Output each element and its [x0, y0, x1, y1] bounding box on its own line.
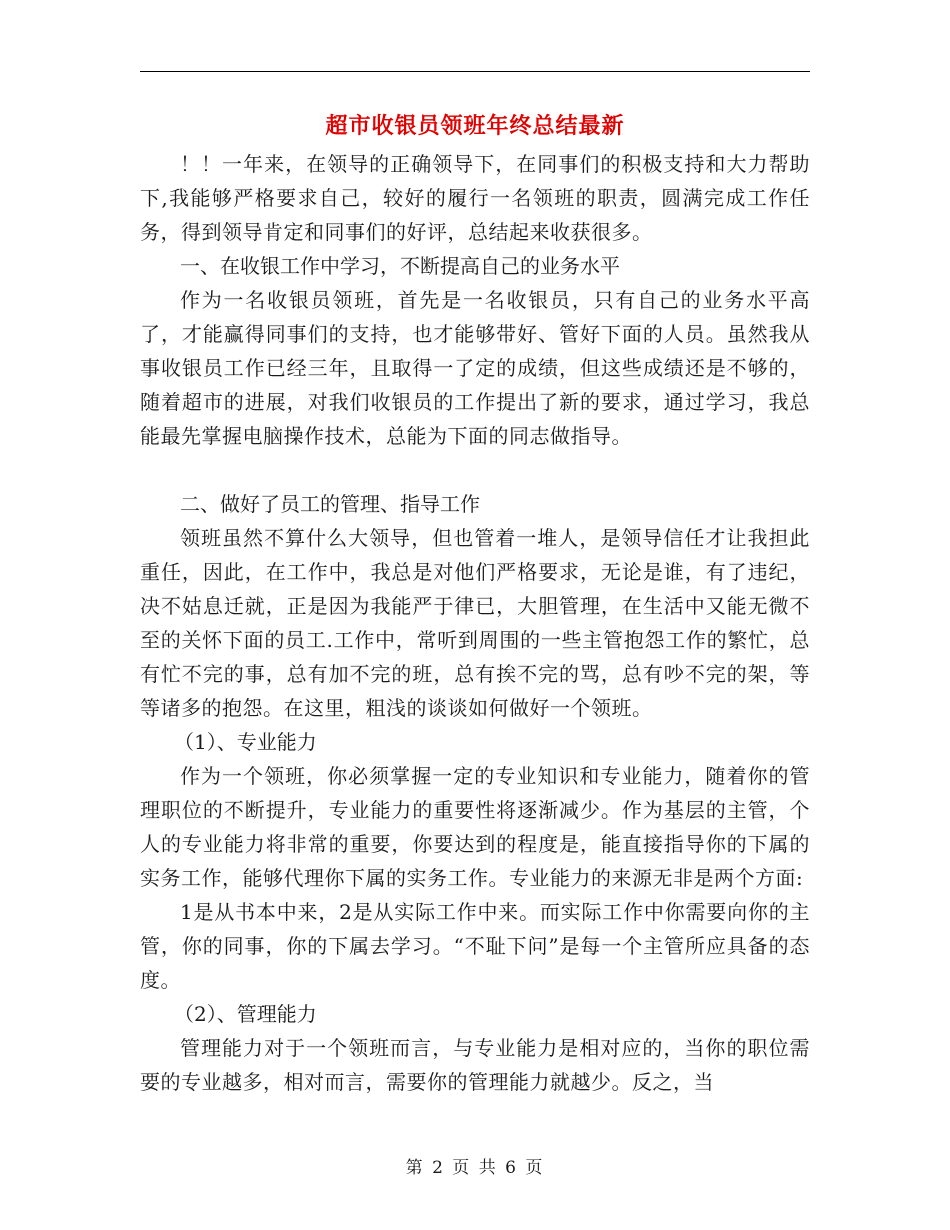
- paragraph-intro: ！！一年来，在领导的正确领导下，在同事们的积极支持和大力帮助下,我能够严格要求自己，较好的履行一名领班的职责，圆满完成工作任务，得到领导肯定和同事们的好评，总结起来收获很多。: [140, 152, 810, 244]
- paragraph-ability-sources: 1是从书本中来，2是从实际工作中来。而实际工作中你需要向你的主管，你的同事，你的下属去学习。“不耻下问”是每一个主管所应具备的态度。: [140, 900, 810, 992]
- paragraph-professional-ability: 作为一个领班，你必须掌握一定的专业知识和专业能力，随着你的管理职位的不断提升，专业能力的重要性将逐渐减少。作为基层的主管，个人的专业能力将非常的重要，你要达到的程度是，能直接指导你的下属的实务工作，能够代理你下属的实务工作。专业能力的来源无非是两个方面:: [140, 764, 810, 890]
- document-body: [140, 147, 810, 1099]
- section-heading-1: 一、在收银工作中学习，不断提高自己的业务水平: [180, 254, 620, 278]
- page-number-footer: 第 2 页 共 6 页: [405, 1158, 545, 1178]
- document-title: 超市收银员领班年终总结最新: [325, 113, 625, 139]
- paragraph-section-2: 领班虽然不算什么大领导，但也管着一堆人，是领导信任才让我担此重任，因此，在工作中，我总是对他们严格要求，无论是谁，有了违纪，决不姑息迁就，正是因为我能严于律已，大胆管理，在生活中又能无微不至的关怀下面的员工.工作中，常听到周围的一些主管抱怨工作的繁忙，总有忙不完的事，总有加不完的班，总有挨不完的骂，总有吵不完的架，等等诸多的抱怨。在这里，粗浅的谈谈如何做好一个领班。: [140, 526, 810, 720]
- subsection-heading-1: （1）、专业能力: [174, 730, 317, 754]
- paragraph-section-1: 作为一名收银员领班，首先是一名收银员，只有自己的业务水平高了，才能赢得同事们的支持，也才能够带好、管好下面的人员。虽然我从事收银员工作已经三年，且取得一了定的成绩，但这些成绩还是不够的，随着超市的进展，对我们收银员的工作提出了新的要求，通过学习，我总能最先掌握电脑操作技术，总能为下面的同志做指导。: [140, 288, 810, 448]
- subsection-heading-2: （2）、管理能力: [174, 1002, 317, 1026]
- paragraph-gap: [140, 453, 810, 487]
- header-rule: [140, 71, 810, 72]
- section-heading-2: 二、做好了员工的管理、指导工作: [180, 492, 480, 516]
- paragraph-management-ability: 管理能力对于一个领班而言，与专业能力是相对应的，当你的职位需要的专业越多，相对而言，需要你的管理能力就越少。反之，当: [140, 1036, 810, 1094]
